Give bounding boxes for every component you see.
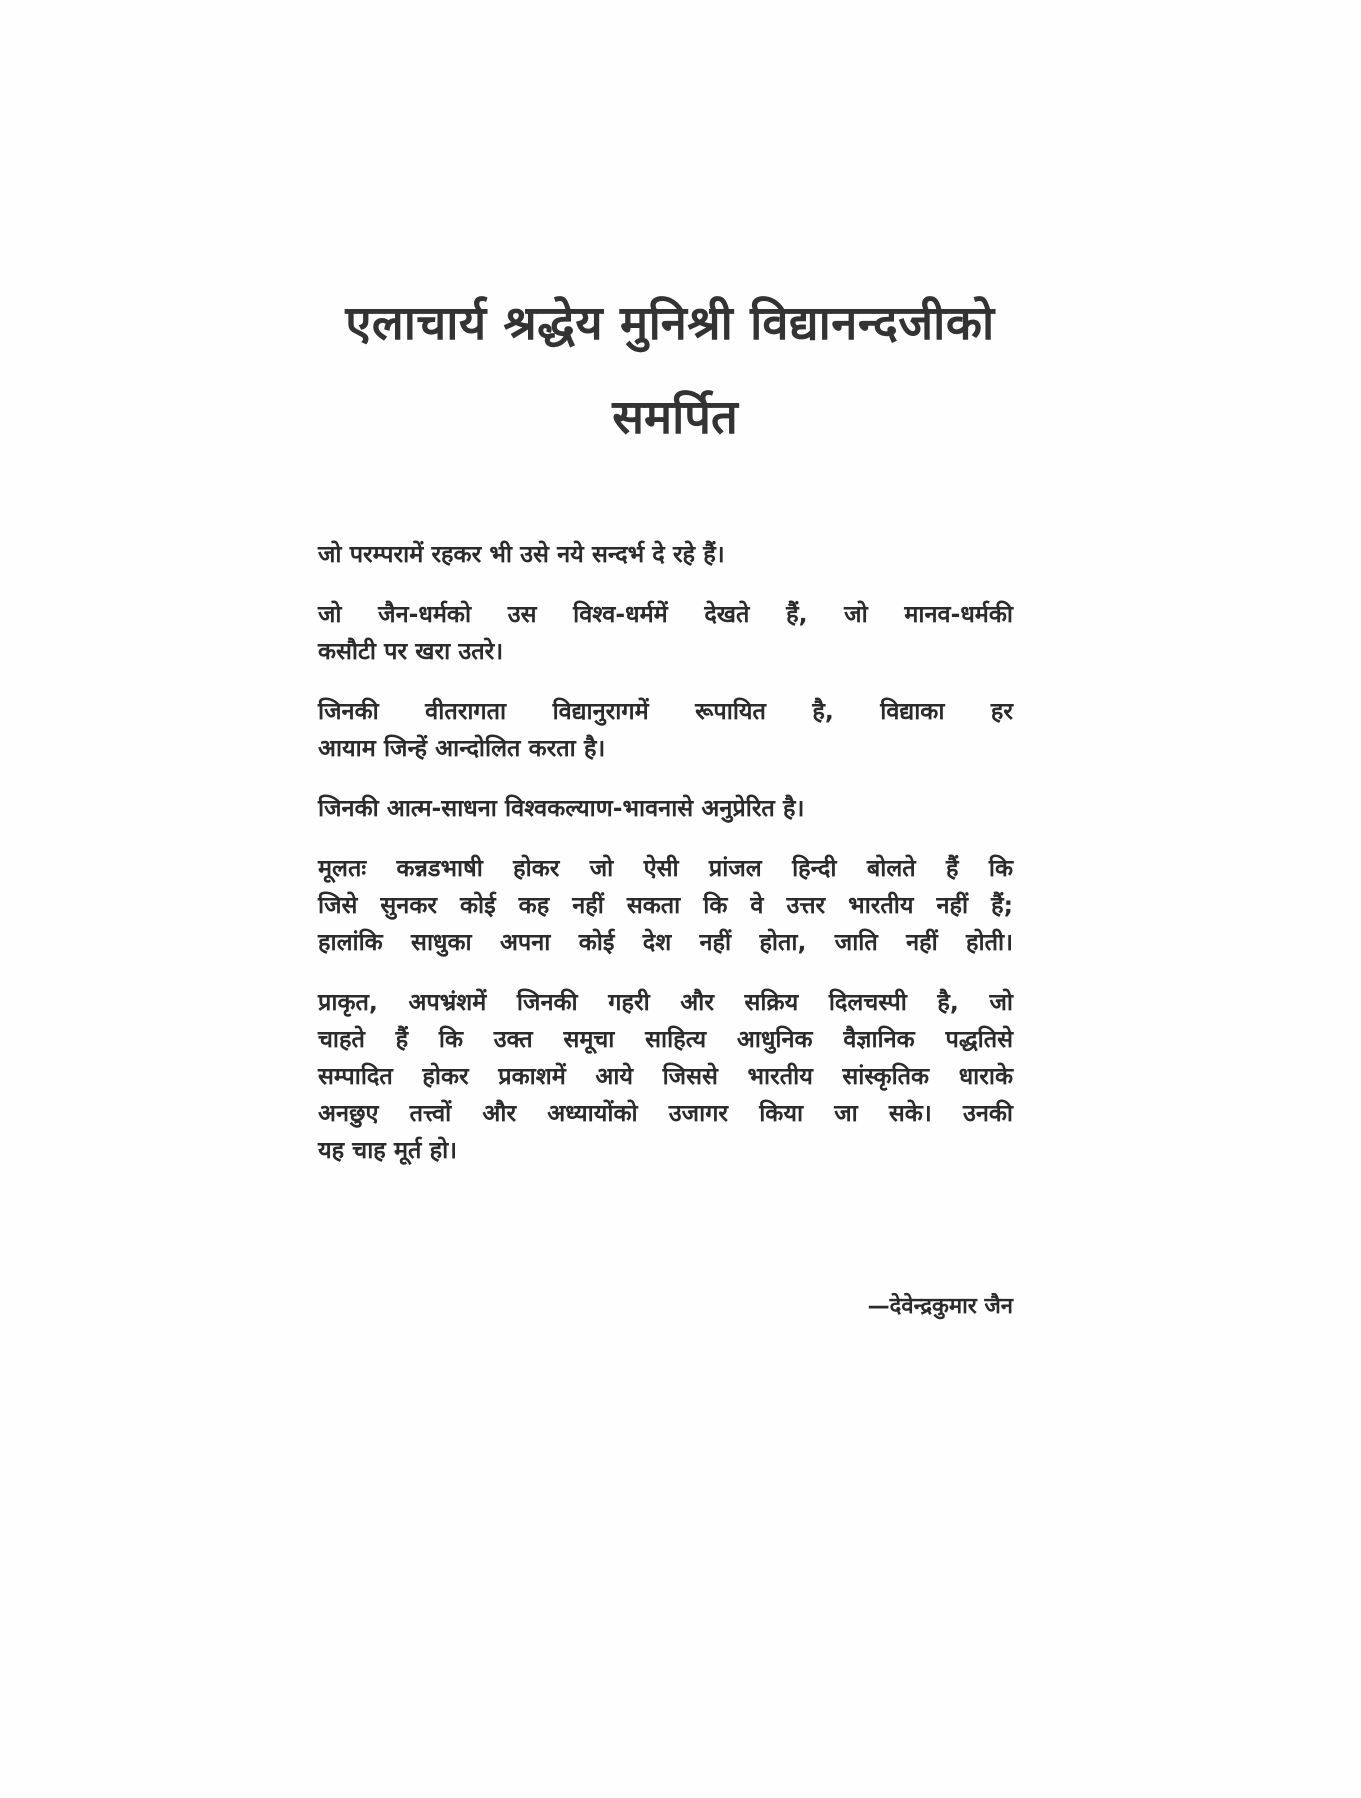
text-line: अनछुए तत्त्वों और अध्यायोंको उजागर किया जा सके। उनकी	[318, 1099, 1013, 1127]
paragraph-3	[318, 693, 1013, 767]
dedication-body	[318, 536, 1013, 1192]
text-line: मूलतः कन्नडभाषी होकर जो ऐसी प्रांजल हिन्दी बोलते हैं कि	[318, 854, 1013, 882]
text-line: प्राकृत, अपभ्रंशमें जिनकी गहरी और सक्रिय दिलचस्पी है, जो	[318, 988, 1013, 1016]
text-line: जिनकी आत्म-साधना विश्वकल्याण-भावनासे अनुप्रेरित है।	[318, 794, 805, 822]
title-line-2: समर्पित	[612, 390, 738, 445]
author-signature: —देवेन्द्रकुमार जैन	[867, 1294, 1013, 1319]
paragraph-2	[318, 596, 1013, 670]
text-line: यह चाह मूर्त हो।	[318, 1136, 458, 1164]
text-line: हालांकि साधुका अपना कोई देश नहीं होता, जाति नहीं होती।	[318, 928, 1013, 956]
text-line: जो परम्परामें रहकर भी उसे नये सन्दर्भ दे रहे हैं।	[318, 540, 725, 568]
title-line-1: एलाचार्य श्रद्धेय मुनिश्री विद्यानन्दजीको	[345, 296, 995, 351]
text-line: आयाम जिन्हें आन्दोलित करता है।	[318, 734, 606, 762]
paragraph-6	[318, 984, 1013, 1169]
paragraph-5	[318, 850, 1013, 961]
text-line: जिनकी वीतरागता विद्यानुरागमें रूपायित है, विद्याका हर	[318, 697, 1013, 725]
paragraph-1	[318, 536, 1013, 573]
text-line: चाहते हैं कि उक्त समूचा साहित्य आधुनिक वैज्ञानिक पद्धतिसे	[318, 1025, 1013, 1053]
text-line: जिसे सुनकर कोई कह नहीं सकता कि वे उत्तर भारतीय नहीं हैं;	[318, 891, 1013, 919]
paragraph-4	[318, 790, 1013, 827]
text-line: कसौटी पर खरा उतरे।	[318, 637, 504, 665]
text-line: सम्पादित होकर प्रकाशमें आये जिससे भारतीय सांस्कृतिक धाराके	[318, 1062, 1013, 1090]
text-line: जो जैन-धर्मको उस विश्व-धर्ममें देखते हैं, जो मानव-धर्मकी	[318, 600, 1013, 628]
dedication-title	[290, 292, 1050, 450]
